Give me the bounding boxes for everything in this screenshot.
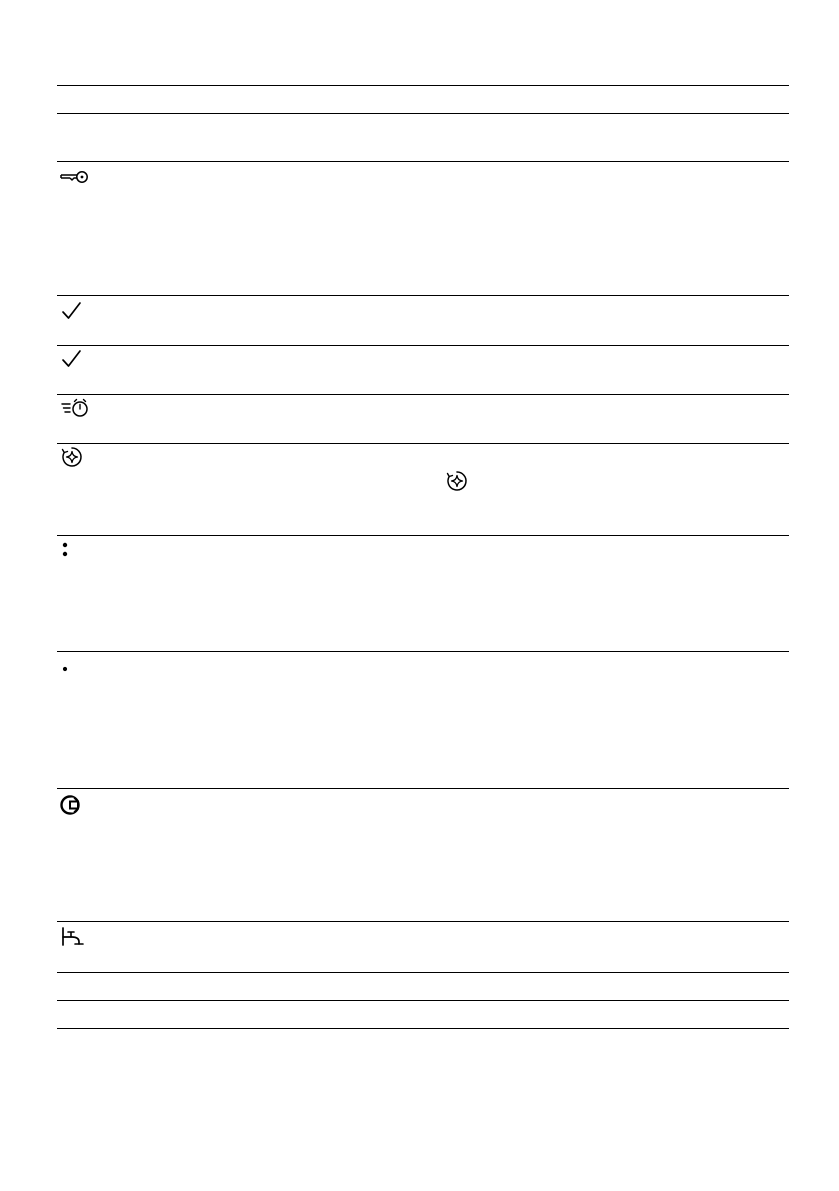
table-divider — [57, 1000, 789, 1001]
table-divider — [57, 394, 789, 395]
table-divider — [57, 921, 789, 922]
table-divider — [57, 295, 789, 296]
checkmark-icon — [62, 350, 92, 370]
table-divider — [57, 972, 789, 973]
glass-protection-icon — [60, 794, 90, 814]
table-header-rule — [57, 113, 789, 114]
water-tap-icon — [61, 926, 91, 946]
sparkle-clean-icon — [446, 470, 476, 490]
sparkle-clean-icon — [61, 446, 91, 466]
table-divider — [57, 651, 789, 652]
checkmark-icon — [62, 302, 92, 322]
speed-timer-icon — [61, 398, 91, 418]
table-divider — [57, 535, 789, 536]
two-dots-icon — [61, 541, 91, 561]
table-bottom-rule — [57, 1028, 789, 1029]
table-divider — [57, 345, 789, 346]
table-divider — [57, 443, 789, 444]
key-icon — [60, 170, 90, 190]
single-dot-icon — [61, 665, 91, 685]
table-divider — [57, 161, 789, 162]
table-top-rule — [57, 85, 789, 86]
table-divider — [57, 788, 789, 789]
